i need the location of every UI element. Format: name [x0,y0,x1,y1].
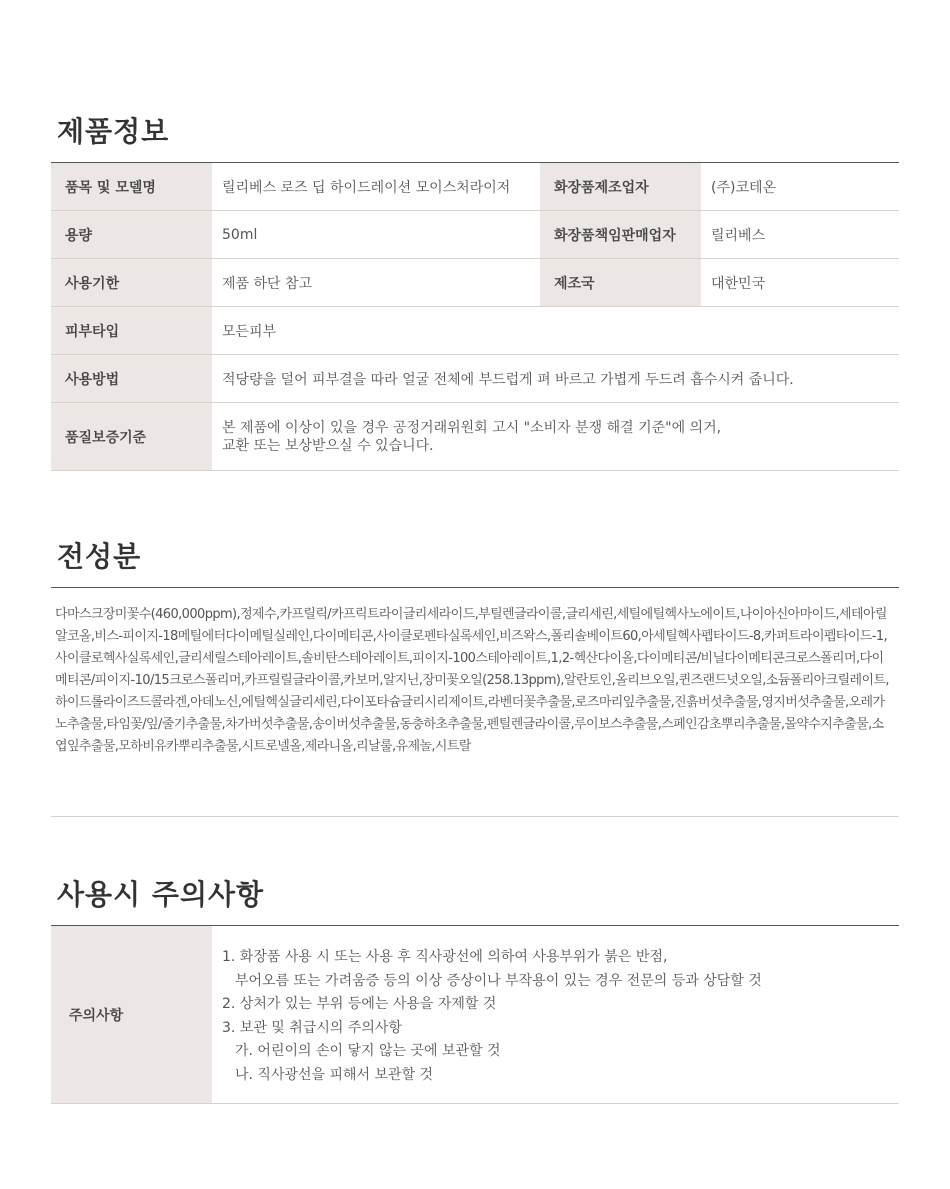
caution-table [51,925,899,1104]
label-expiry: 사용기한 [51,259,212,307]
value-manufacturer: (주)코테온 [701,163,899,211]
value-quality-line2: 교환 또는 보상받으실 수 있습니다. [222,437,434,454]
value-product-name: 릴리베스 로즈 딥 하이드레이션 모이스처라이저 [212,163,540,211]
value-quality [212,403,899,471]
label-country: 제조국 [540,259,701,307]
caution-item: 부어오름 또는 가려움증 등의 이상 증상이나 부작용이 있는 경우 전문의 등과 상담할 것 [235,972,762,989]
label-skin-type: 피부타입 [51,307,212,355]
label-product-name: 품목 및 모델명 [51,163,212,211]
table-row [51,163,899,211]
product-info-title: 제품정보 [57,115,170,148]
value-country: 대한민국 [701,259,899,307]
value-seller: 릴리베스 [701,211,899,259]
value-expiry: 제품 하단 참고 [212,259,540,307]
label-seller: 화장품책임판매업자 [540,211,701,259]
caution-item: 가. 어린이의 손이 닿지 않는 곳에 보관할 것 [235,1043,501,1059]
table-row [51,211,899,259]
caution-list [212,926,762,1103]
table-row [51,355,899,403]
caution-item: 나. 직사광선을 피해서 보관할 것 [235,1066,434,1083]
label-usage: 사용방법 [51,355,212,403]
value-usage: 적당량을 덜어 피부결을 따라 얼굴 전체에 부드럽게 펴 바르고 가볍게 두드려 흡수시켜 줍니다. [212,355,899,403]
table-row [51,307,899,355]
label-volume: 용량 [51,211,212,259]
ingredients-title: 전성분 [57,540,142,573]
caution-item: 1. 화장품 사용 시 또는 사용 후 직사광선에 의하여 사용부위가 붉은 반점, [222,949,668,965]
label-manufacturer: 화장품제조업자 [540,163,701,211]
table-row [51,403,899,471]
ingredients-text: 다마스크장미꽃수(460,000ppm),정제수,카프릴릭/카프릭트라이글리세라이드,부틸렌글라이콜,글리세린,세틸에틸헥사노에이트,나이아신아마이드,세테아릴알코올,비스-피이지-18메틸에터다이메틸실레인,다이메티콘,사이클로펜타실록세인,비즈왁스,폴리솔베이트60,아세틸헥사펩타이드-8,카퍼트라이펩타이드-1,사이클로헥사실록세인,글리세릴스테아레이트,솔비탄스테아레이트,피이지-100스테아레이트,1,2-헥산다이올,다이메티콘/비닐다이메티콘크로스폴리머,다이메티콘/피이지-10/15크로스폴리머,카프릴릴글라이콜,카보머,알지닌,장미꽃오일(258.13ppm),알란토인,올리브오일,퀸즈랜드넛오일,소듐폴리아크릴레이트,하이드롤라이즈드콜라겐,아데노신,에틸헥실글리세린,다이포타슘글리시리제이트,라벤더꽃추출물,로즈마리잎추출물,진흙버섯추출물,영지버섯추출물,오레가노추출물,타임꽃/잎/줄기추출물,차가버섯추출물,송이버섯추출물,동충하초추출물,펜틸렌글라이콜,루이보스추출물,스페인감초뿌리추출물,몰약수지추출물,소엽잎추출물,모하비유카뿌리추출물,시트로넬올,제라니올,리날룰,유제놀,시트랄 [55,607,889,754]
label-quality: 품질보증기준 [51,403,212,471]
value-skin-type: 모든피부 [212,307,899,355]
value-volume: 50ml [212,211,540,259]
caution-label: 주의사항 [51,926,212,1103]
product-info-table [51,162,899,471]
value-quality-line1: 본 제품에 이상이 있을 경우 공정거래위원회 고시 "소비자 분쟁 해결 기준"에 의거, [222,419,722,436]
table-row [51,259,899,307]
ingredients-box [51,587,899,817]
caution-item: 2. 상처가 있는 부위 등에는 사용을 자제할 것 [222,996,497,1012]
caution-title: 사용시 주의사항 [57,878,265,911]
caution-item: 3. 보관 및 취급시의 주의사항 [222,1019,402,1036]
